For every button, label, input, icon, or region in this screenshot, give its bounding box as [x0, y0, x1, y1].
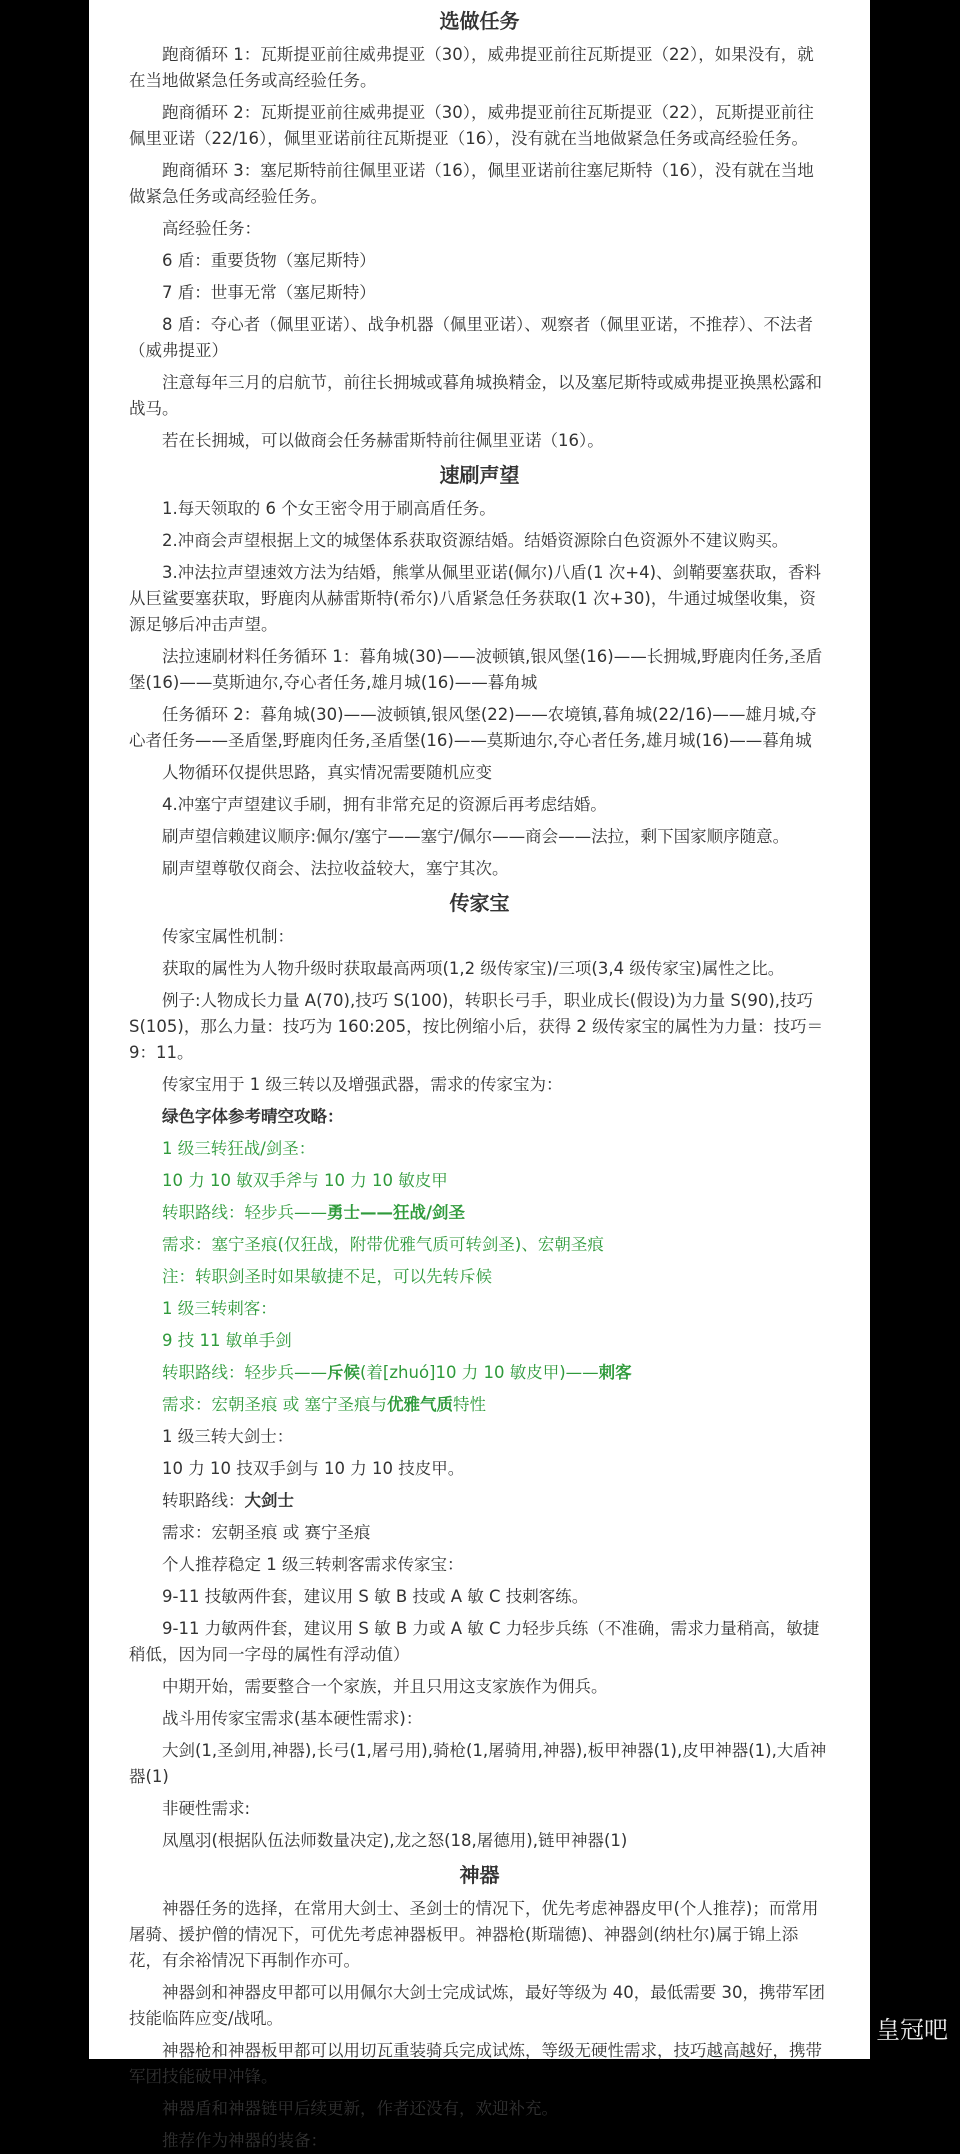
- green-paragraph: 转职路线：轻步兵——斥候(着[zhuó]10 力 10 敏皮甲)——刺客: [162, 1363, 632, 1382]
- paragraph: 战斗用传家宝需求(基本硬性需求)：: [162, 1709, 423, 1728]
- paragraph: 非硬性需求:: [162, 1799, 251, 1818]
- paragraph: 10 力 10 技双手剑与 10 力 10 技皮甲。: [162, 1459, 465, 1478]
- green-paragraph: 10 力 10 敏双手斧与 10 力 10 敏皮甲: [162, 1171, 448, 1190]
- green-paragraph: 转职路线：轻步兵——勇士——狂战/剑圣: [162, 1203, 466, 1222]
- paragraph: 需求：宏朝圣痕 或 赛宁圣痕: [162, 1523, 371, 1542]
- section-reputation: [129, 460, 830, 882]
- section-title: 选做任务: [439, 9, 520, 33]
- green-paragraph: 9 技 11 敏单手剑: [162, 1331, 292, 1350]
- paragraph: 高经验任务：: [162, 219, 261, 238]
- watermark: 皇冠吧: [876, 2016, 948, 2044]
- paragraph: 跑商循环 2：瓦斯提亚前往威弗提亚（30），威弗提亚前往瓦斯提亚（22），瓦斯提亚前往佩里亚诺（22/16），佩里亚诺前往瓦斯提亚（16），没有就在当地做紧急任务或高经验任务。: [129, 103, 814, 148]
- green-paragraph: 需求：宏朝圣痕 或 塞宁圣痕与优雅气质特性: [162, 1395, 486, 1414]
- paragraph: 1 级三转大剑士：: [162, 1427, 294, 1446]
- paragraph: 传家宝属性机制：: [162, 927, 294, 946]
- paragraph: 神器盾和神器链甲后续更新，作者还没有，欢迎补充。: [162, 2099, 558, 2118]
- paragraph: 9-11 技敏两件套，建议用 S 敏 B 技或 A 敏 C 技刺客练。: [162, 1587, 589, 1606]
- paragraph: 获取的属性为人物升级时获取最高两项(1,2 级传家宝)/三项(3,4 级传家宝)属性之比。: [162, 959, 785, 978]
- paragraph: 传家宝用于 1 级三转以及增强武器，需求的传家宝为：: [162, 1075, 563, 1094]
- paragraph: 9-11 力敏两件套，建议用 S 敏 B 力或 A 敏 C 力轻步兵练（不准确，需求力量稍高，敏捷稍低，因为同一字母的属性有浮动值）: [129, 1619, 820, 1664]
- paragraph: 中期开始，需要整合一个家族，并且只用这支家族作为佣兵。: [162, 1677, 608, 1696]
- section-heirloom: [129, 888, 830, 1854]
- paragraph: 跑商循环 3：塞尼斯特前往佩里亚诺（16），佩里亚诺前往塞尼斯特（16），没有就在当地做紧急任务或高经验任务。: [129, 161, 814, 206]
- document-page: [89, 0, 870, 2150]
- green-paragraph: 注：转职剑圣时如果敏捷不足，可以先转斥候: [162, 1267, 492, 1286]
- paragraph: 神器剑和神器皮甲都可以用佩尔大剑士完成试炼，最好等级为 40，最低需要 30，携带军团技能临阵应变/战吼。: [129, 1983, 825, 2028]
- paragraph: 神器任务的选择，在常用大剑士、圣剑士的情况下，优先考虑神器皮甲(个人推荐)；而常用屠骑、援护僧的情况下，可优先考虑神器板甲。神器枪(斯瑞德)、神器剑(纳杜尔)属于锦上添花，有余裕情况下再制作亦可。: [129, 1899, 819, 1970]
- section-optional-tasks: [129, 6, 830, 454]
- paragraph: 注意每年三月的启航节，前往长拥城或暮角城换精金，以及塞尼斯特或威弗提亚换黑松露和战马。: [129, 373, 822, 418]
- paragraph: 刷声望尊敬仅商会、法拉收益较大，塞宁其次。: [162, 859, 509, 878]
- paragraph: 7 盾：世事无常（塞尼斯特）: [162, 283, 376, 302]
- green-paragraph: 1 级三转刺客：: [162, 1299, 277, 1318]
- paragraph: 6 盾：重要货物（塞尼斯特）: [162, 251, 376, 270]
- green-paragraph: 1 级三转狂战/剑圣：: [162, 1139, 316, 1158]
- paragraph: 例子:人物成长力量 A(70),技巧 S(100)，转职长弓手，职业成长(假设)为力量 S(90),技巧 S(105)，那么力量：技巧为 160:205，按比例缩小后，获得 2 级传家宝的属性为力量：技巧＝9：11。: [129, 991, 824, 1062]
- paragraph: 刷声望信赖建议顺序:佩尔/塞宁——塞宁/佩尔——商会——法拉，剩下国家顺序随意。: [162, 827, 790, 846]
- paragraph: 1.每天领取的 6 个女王密令用于刷高盾任务。: [162, 499, 496, 518]
- paragraph: 8 盾：夺心者（佩里亚诺）、战争机器（佩里亚诺）、观察者（佩里亚诺，不推荐）、不法者（威弗提亚）: [129, 315, 813, 360]
- section-title: 速刷声望: [439, 463, 520, 487]
- paragraph: 跑商循环 1：瓦斯提亚前往威弗提亚（30），威弗提亚前往瓦斯提亚（22），如果没有，就在当地做紧急任务或高经验任务。: [129, 45, 814, 90]
- paragraph: 3.冲法拉声望速效方法为结婚，熊掌从佩里亚诺(佩尔)八盾(1 次+4)、剑鞘要塞获取，香料从巨鲨要塞获取，野鹿肉从赫雷斯特(希尔)八盾紧急任务获取(1 次+30)，牛通过城堡收集，资源足够后冲击声望。: [129, 563, 822, 634]
- paragraph: 推荐作为神器的装备：: [162, 2131, 327, 2150]
- green-paragraph: 需求：塞宁圣痕(仅狂战，附带优雅气质可转剑圣)、宏朝圣痕: [162, 1235, 604, 1254]
- green-guide-title: 绿色字体参考晴空攻略：: [162, 1107, 344, 1126]
- paragraph: 法拉速刷材料任务循环 1：暮角城(30)——波顿镇,银风堡(16)——长拥城,野鹿肉任务,圣盾堡(16)——莫斯迪尔,夺心者任务,雄月城(16)——暮角城: [129, 647, 823, 692]
- paragraph: 若在长拥城，可以做商会任务赫雷斯特前往佩里亚诺（16）。: [162, 431, 604, 450]
- section-title: 神器: [459, 1863, 500, 1887]
- paragraph: 2.冲商会声望根据上文的城堡体系获取资源结婚。结婚资源除白色资源外不建议购买。: [162, 531, 789, 550]
- paragraph: 个人推荐稳定 1 级三转刺客需求传家宝：: [162, 1555, 464, 1574]
- paragraph: 任务循环 2：暮角城(30)——波顿镇,银风堡(22)——农境镇,暮角城(22/16)——雄月城,夺心者任务——圣盾堡,野鹿肉任务,圣盾堡(16)——莫斯迪尔,夺心者任务,雄月城(16)——暮角城: [129, 705, 817, 750]
- paragraph: 人物循环仅提供思路，真实情况需要随机应变: [162, 763, 492, 782]
- paragraph: 转职路线：大剑士: [162, 1491, 294, 1510]
- paragraph: 凤凰羽(根据队伍法师数量决定),龙之怒(18,屠德用),链甲神器(1): [162, 1831, 628, 1850]
- paragraph: 大剑(1,圣剑用,神器),长弓(1,屠弓用),骑枪(1,屠骑用,神器),板甲神器(1),皮甲神器(1),大盾神器(1): [129, 1741, 827, 1786]
- section-title: 传家宝: [449, 891, 510, 915]
- section-artifact: [129, 1860, 830, 2154]
- paragraph: 神器枪和神器板甲都可以用切瓦重装骑兵完成试炼，等级无硬性需求，技巧越高越好，携带军团技能破甲冲锋。: [129, 2041, 822, 2086]
- paragraph: 4.冲塞宁声望建议手刷，拥有非常充足的资源后再考虑结婚。: [162, 795, 607, 814]
